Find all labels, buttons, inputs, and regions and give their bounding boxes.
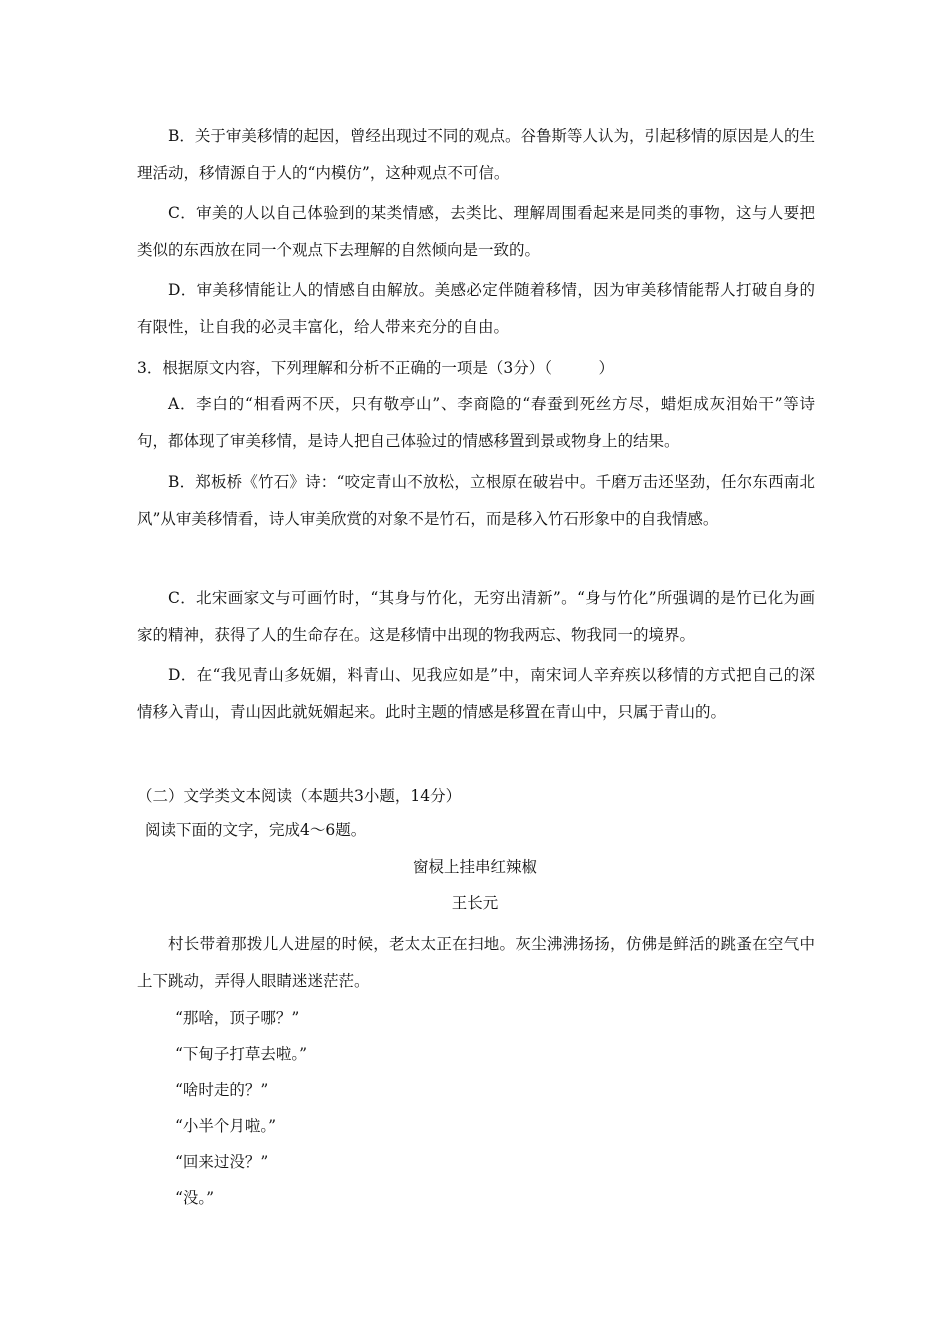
q3-option-d: D．在“我见青山多妩媚，料青山、见我应如是”中，南宋词人辛弃疾以移情的方式把自己的深情移入青山，青山因此就妩媚起来。此时主题的情感是移置在青山中，只属于青山的。 bbox=[137, 666, 815, 721]
dialogue-line: “那啥，顶子哪？” bbox=[175, 1009, 300, 1027]
story-title: 窗棂上挂串红辣椒 bbox=[412, 858, 537, 876]
q3-stem: 3．根据原文内容，下列理解和分析不正确的一项是（3分）（ ） bbox=[137, 359, 614, 377]
q3-option-b: B．郑板桥《竹石》诗：“咬定青山不放松，立根原在破岩中。千磨万击还坚劲，任尔东西南北风”从审美移情看，诗人审美欣赏的对象不是竹石，而是移入竹石形象中的自我情感。 bbox=[137, 473, 815, 528]
q2-option-c: C．审美的人以自己体验到的某类情感，去类比、理解周围看起来是同类的事物，这与人要把类似的东西放在同一个观点下去理解的自然倾向是一致的。 bbox=[137, 204, 815, 259]
section-heading: （二）文学类文本阅读（本题共3小题，14分） bbox=[137, 787, 462, 805]
story-author: 王长元 bbox=[451, 894, 499, 912]
story-opening-paragraph: 村长带着那拨儿人进屋的时候，老太太正在扫地。灰尘沸沸扬扬，仿佛是鲜活的跳蚤在空气中上下跳动，弄得人眼睛迷迷茫茫。 bbox=[137, 935, 815, 990]
dialogue-line: “小半个月啦。” bbox=[175, 1117, 277, 1135]
q3-option-c: C．北宋画家文与可画竹时，“其身与竹化，无穷出清新”。“身与竹化”所强调的是竹已化为画家的精神，获得了人的生命存在。这是移情中出现的物我两忘、物我同一的境界。 bbox=[137, 589, 815, 644]
reading-instruction: 阅读下面的文字，完成4～6题。 bbox=[145, 821, 367, 839]
dialogue-line: “啥时走的？” bbox=[175, 1081, 269, 1099]
dialogue-line: “回来过没？” bbox=[175, 1153, 269, 1171]
dialogue-line: “没。” bbox=[175, 1189, 215, 1207]
q2-option-d: D．审美移情能让人的情感自由解放。美感必定伴随着移情，因为审美移情能帮人打破自身的有限性，让自我的必灵丰富化，给人带来充分的自由。 bbox=[137, 281, 815, 336]
q2-option-b: B．关于审美移情的起因，曾经出现过不同的观点。谷鲁斯等人认为，引起移情的原因是人的生理活动，移情源自于人的“内模仿”，这种观点不可信。 bbox=[137, 127, 815, 182]
dialogue-line: “下甸子打草去啦。” bbox=[175, 1045, 308, 1063]
q3-option-a: A．李白的“相看两不厌，只有敬亭山”、李商隐的“春蚕到死丝方尽，蜡炬成灰泪始干”等诗句，都体现了审美移情，是诗人把自己体验过的情感移置到景或物身上的结果。 bbox=[137, 395, 815, 450]
